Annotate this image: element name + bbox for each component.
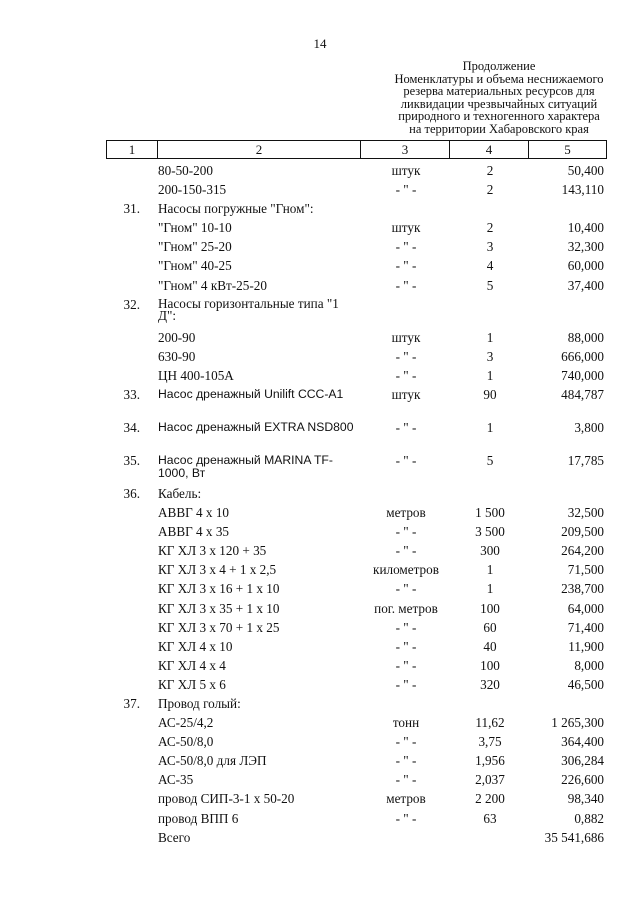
unit-cell: штук <box>391 329 421 345</box>
item-name: АС-35 <box>158 772 194 788</box>
item-name: АВВГ 4 х 10 <box>158 505 230 521</box>
table-row <box>0 256 640 275</box>
unit-cell: - " - <box>395 638 417 654</box>
value-cell: 226,600 <box>561 772 604 788</box>
item-name: провод СИП-3-1 х 50-20 <box>158 791 295 807</box>
table-row <box>0 599 640 618</box>
value-cell: 35 541,686 <box>544 829 604 845</box>
table-row <box>0 579 640 598</box>
heading-line: Продолжение <box>462 59 536 73</box>
item-name: "Гном" 40-25 <box>158 258 232 274</box>
quantity-cell: 5 <box>486 277 494 293</box>
unit-cell: - " - <box>395 367 417 383</box>
table-row <box>0 541 640 560</box>
value-cell: 666,000 <box>561 348 604 364</box>
quantity-cell: 1 <box>486 367 494 383</box>
item-name: Насос дренажный Unilift CCC-A1 <box>158 386 344 401</box>
table-row <box>0 694 640 713</box>
value-cell: 17,785 <box>567 452 604 468</box>
unit-cell: - " - <box>395 581 417 597</box>
quantity-cell: 5 <box>486 452 494 468</box>
item-name: провод ВПП 6 <box>158 810 239 826</box>
item-name: КГ ХЛ 3 х 4 + 1 х 2,5 <box>158 562 277 578</box>
value-cell: 0,882 <box>574 810 604 826</box>
row-number: 32. <box>123 296 140 312</box>
quantity-cell: 2 <box>486 220 494 236</box>
item-name: "Гном" 25-20 <box>158 239 232 255</box>
table-row <box>0 522 640 541</box>
item-name: Насосы погружные "Гном": <box>158 201 314 217</box>
item-name: КГ ХЛ 4 х 4 <box>158 657 226 673</box>
quantity-cell: 2,037 <box>475 772 505 788</box>
item-name: Провод голый: <box>158 695 241 711</box>
table-row <box>0 503 640 522</box>
item-name: КГ ХЛ 4 х 10 <box>158 638 233 654</box>
unit-cell: метров <box>386 505 426 521</box>
row-number: 33. <box>123 386 140 402</box>
value-cell: 64,000 <box>567 600 604 616</box>
value-cell: 1 265,300 <box>551 715 604 731</box>
quantity-cell: 1 <box>486 562 494 578</box>
table-header <box>106 140 607 159</box>
unit-cell: - " - <box>395 277 417 293</box>
value-cell: 3,800 <box>574 419 604 435</box>
item-name: АС-25/4,2 <box>158 715 214 731</box>
quantity-cell: 3,75 <box>478 734 502 750</box>
quantity-cell: 1 <box>486 419 494 435</box>
unit-cell: - " - <box>395 810 417 826</box>
value-cell: 306,284 <box>561 753 604 769</box>
heading-line: ликвидации чрезвычайных ситуаций <box>400 96 598 111</box>
table-row <box>0 828 640 847</box>
quantity-cell: 40 <box>483 638 497 654</box>
unit-cell: метров <box>386 791 426 807</box>
value-cell: 50,400 <box>567 163 604 178</box>
row-number: 37. <box>123 695 140 711</box>
unit-cell: - " - <box>395 182 417 198</box>
value-cell: 364,400 <box>561 734 604 750</box>
quantity-cell: 320 <box>480 676 500 692</box>
quantity-cell: 90 <box>483 386 497 402</box>
table-row <box>0 161 640 180</box>
row-number: 36. <box>123 485 140 501</box>
value-cell: 484,787 <box>561 386 604 402</box>
quantity-cell: 60 <box>483 619 497 635</box>
column-header: 1 <box>107 141 158 159</box>
table-row <box>0 180 640 199</box>
row-number: 34. <box>123 419 140 435</box>
table-row <box>0 276 640 295</box>
unit-cell: километров <box>373 562 439 578</box>
item-name: 630-90 <box>158 348 196 364</box>
heading-line: резерва материальных ресурсов для <box>403 84 595 99</box>
table-row <box>0 484 640 503</box>
document-heading <box>384 60 614 136</box>
item-name: "Гном" 10-10 <box>158 220 232 236</box>
unit-cell: - " - <box>395 524 417 540</box>
table-row <box>0 809 640 828</box>
value-cell: 88,000 <box>567 329 604 345</box>
quantity-cell: 1 500 <box>475 505 505 521</box>
quantity-cell: 2 200 <box>475 791 505 807</box>
table-row <box>0 675 640 694</box>
table-row <box>0 347 640 366</box>
table-row <box>0 789 640 808</box>
value-cell: 60,000 <box>567 258 604 274</box>
item-name: 80-50-200 <box>158 163 213 178</box>
table-row <box>0 713 640 732</box>
unit-cell: штук <box>391 220 421 236</box>
value-cell: 71,400 <box>567 619 604 635</box>
item-name: 200-90 <box>158 329 196 345</box>
table-row <box>0 770 640 789</box>
column-header: 5 <box>529 141 607 159</box>
row-number: 35. <box>123 452 140 468</box>
row-number: 31. <box>123 201 140 217</box>
heading-line: на территории Хабаровского края <box>409 121 589 136</box>
value-cell: 264,200 <box>561 543 604 559</box>
unit-cell: - " - <box>395 676 417 692</box>
table-row <box>0 199 640 218</box>
quantity-cell: 2 <box>486 163 494 178</box>
item-name: КГ ХЛ 3 х 16 + 1 х 10 <box>158 581 280 597</box>
unit-cell: - " - <box>395 619 417 635</box>
table-body <box>0 161 640 847</box>
item-name: АС-50/8,0 для ЛЭП <box>158 753 267 769</box>
unit-cell: - " - <box>395 258 417 274</box>
item-name: КГ ХЛ 3 х 120 + 35 <box>158 543 267 559</box>
unit-cell: - " - <box>395 419 417 435</box>
item-name: ЦН 400-105А <box>158 367 234 383</box>
quantity-cell: 300 <box>480 543 500 559</box>
unit-cell: - " - <box>395 753 417 769</box>
quantity-cell: 100 <box>480 600 500 616</box>
table-row <box>0 560 640 579</box>
unit-cell: пог. метров <box>374 600 438 616</box>
item-name: Всего <box>158 829 191 845</box>
heading-line: природного и техногенного характера <box>398 109 600 124</box>
value-cell: 46,500 <box>567 676 604 692</box>
quantity-cell: 1 <box>486 329 494 345</box>
value-cell: 11,900 <box>568 638 604 654</box>
quantity-cell: 4 <box>486 258 494 274</box>
table-row <box>0 366 640 385</box>
page-number: 14 <box>313 36 327 51</box>
table-row <box>0 618 640 637</box>
heading-line: Номенклатуры и объема неснижаемого <box>394 71 604 86</box>
unit-cell: - " - <box>395 543 417 559</box>
unit-cell: - " - <box>395 239 417 255</box>
unit-cell: - " - <box>395 734 417 750</box>
item-name: КГ ХЛ 3 х 35 + 1 х 10 <box>158 600 280 616</box>
quantity-cell: 100 <box>480 657 500 673</box>
value-cell: 71,500 <box>567 562 604 578</box>
quantity-cell: 3 <box>486 348 494 364</box>
quantity-cell: 1 <box>486 581 494 597</box>
table-row <box>0 451 640 484</box>
quantity-cell: 3 <box>486 239 494 255</box>
table-row <box>0 385 640 418</box>
unit-cell: - " - <box>395 772 417 788</box>
value-cell: 238,700 <box>561 581 604 597</box>
table-row <box>0 732 640 751</box>
item-name: АВВГ 4 х 35 <box>158 524 230 540</box>
value-cell: 98,340 <box>567 791 604 807</box>
item-name: Кабель: <box>158 485 202 501</box>
quantity-cell: 3 500 <box>475 524 505 540</box>
value-cell: 32,500 <box>567 505 604 521</box>
column-header: 3 <box>361 141 450 159</box>
item-name: 200-150-315 <box>158 182 227 198</box>
quantity-cell: 2 <box>486 182 494 198</box>
table-row <box>0 237 640 256</box>
item-name: КГ ХЛ 5 х 6 <box>158 676 226 692</box>
item-name: КГ ХЛ 3 х 70 + 1 х 25 <box>158 619 280 635</box>
item-name: "Гном" 4 кВт-25-20 <box>158 277 267 293</box>
unit-cell: штук <box>391 386 421 402</box>
value-cell: 143,110 <box>561 182 604 198</box>
table-row <box>0 295 640 328</box>
table-row <box>0 218 640 237</box>
item-name: Насосы горизонтальные типа "1 Д": <box>158 295 339 324</box>
quantity-cell: 63 <box>483 810 497 826</box>
unit-cell: тонн <box>392 715 420 731</box>
column-header: 4 <box>450 141 529 159</box>
value-cell: 37,400 <box>567 277 604 293</box>
item-name: Насос дренажный EXTRA NSD800 <box>158 419 354 434</box>
quantity-cell: 11,62 <box>475 715 505 731</box>
value-cell: 32,300 <box>567 239 604 255</box>
column-header: 2 <box>158 141 361 159</box>
unit-cell: штук <box>391 163 421 178</box>
value-cell: 209,500 <box>561 524 604 540</box>
table-row <box>0 328 640 347</box>
table-row <box>0 418 640 451</box>
item-name: АС-50/8,0 <box>158 734 214 750</box>
table-row <box>0 751 640 770</box>
value-cell: 8,000 <box>574 657 604 673</box>
table-row <box>0 637 640 656</box>
value-cell: 740,000 <box>561 367 604 383</box>
unit-cell: - " - <box>395 657 417 673</box>
item-name: Насос дренажный MARINA TF-1000, Вт <box>158 452 333 480</box>
unit-cell: - " - <box>395 452 417 468</box>
table-row <box>0 656 640 675</box>
unit-cell: - " - <box>395 348 417 364</box>
quantity-cell: 1,956 <box>475 753 505 769</box>
value-cell: 10,400 <box>567 220 604 236</box>
